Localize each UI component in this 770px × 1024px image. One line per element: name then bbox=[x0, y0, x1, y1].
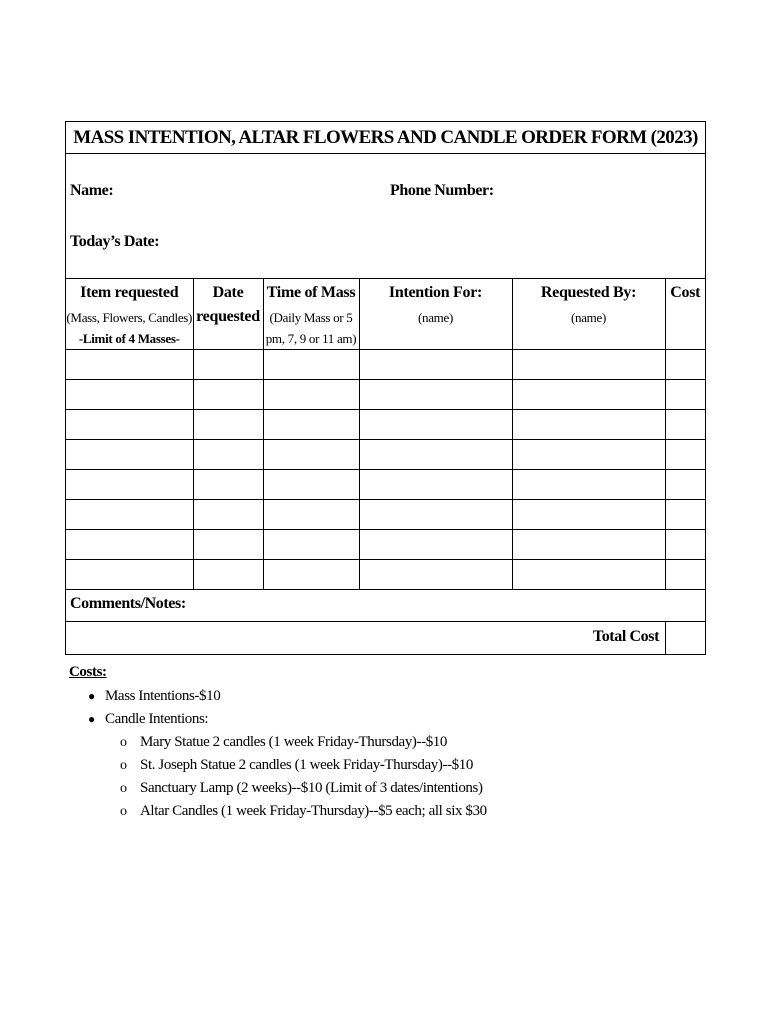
requested-by-cell[interactable] bbox=[512, 440, 665, 470]
cost-cell[interactable] bbox=[665, 410, 705, 440]
requested-by-cell[interactable] bbox=[512, 350, 665, 380]
date-cell[interactable] bbox=[193, 530, 263, 560]
costs-section bbox=[69, 664, 487, 823]
time-cell[interactable] bbox=[263, 500, 359, 530]
time-cell[interactable] bbox=[263, 350, 359, 380]
table-row bbox=[66, 530, 705, 560]
list-item: o Altar Candles (1 week Friday-Thursday)--$5 each; all six $30 bbox=[69, 800, 487, 823]
item-cell[interactable] bbox=[66, 440, 193, 470]
header-intention-for: Intention For: (name) bbox=[359, 279, 512, 350]
costs-list bbox=[69, 685, 487, 823]
item-cell[interactable] bbox=[66, 530, 193, 560]
item-cell[interactable] bbox=[66, 560, 193, 590]
date-cell[interactable] bbox=[193, 410, 263, 440]
table-row bbox=[66, 380, 705, 410]
list-item: ● Candle Intentions: bbox=[69, 708, 487, 731]
order-table bbox=[66, 279, 705, 590]
time-cell[interactable] bbox=[263, 410, 359, 440]
form-title: MASS INTENTION, ALTAR FLOWERS AND CANDLE ORDER FORM (2023) bbox=[66, 122, 705, 154]
header-time-of-mass: Time of Mass (Daily Mass or 5 pm, 7, 9 or 11 am) bbox=[263, 279, 359, 350]
contact-section bbox=[66, 154, 705, 279]
time-cell[interactable] bbox=[263, 380, 359, 410]
requested-by-cell[interactable] bbox=[512, 470, 665, 500]
list-item: ● Mass Intentions-$10 bbox=[69, 685, 487, 708]
table-row bbox=[66, 560, 705, 590]
requested-by-cell[interactable] bbox=[512, 560, 665, 590]
item-cell[interactable] bbox=[66, 470, 193, 500]
bullet-icon: ● bbox=[88, 689, 95, 703]
time-cell[interactable] bbox=[263, 470, 359, 500]
cost-cell[interactable] bbox=[665, 380, 705, 410]
time-cell[interactable] bbox=[263, 530, 359, 560]
table-row bbox=[66, 440, 705, 470]
header-cost: Cost bbox=[665, 279, 705, 350]
intention-cell[interactable] bbox=[359, 560, 512, 590]
date-cell[interactable] bbox=[193, 380, 263, 410]
date-cell[interactable] bbox=[193, 350, 263, 380]
list-item: o St. Joseph Statue 2 candles (1 week Friday-Thursday)--$10 bbox=[69, 754, 487, 777]
cost-cell[interactable] bbox=[665, 470, 705, 500]
item-cell[interactable] bbox=[66, 500, 193, 530]
circle-bullet-icon: o bbox=[120, 758, 127, 773]
requested-by-cell[interactable] bbox=[512, 410, 665, 440]
cost-cell[interactable] bbox=[665, 440, 705, 470]
comments-notes[interactable] bbox=[66, 590, 705, 622]
phone-label: Phone Number: bbox=[390, 182, 494, 199]
header-requested-by: Requested By: (name) bbox=[512, 279, 665, 350]
item-cell[interactable] bbox=[66, 410, 193, 440]
name-label: Name: bbox=[70, 182, 114, 199]
item-cell[interactable] bbox=[66, 380, 193, 410]
circle-bullet-icon: o bbox=[120, 804, 127, 819]
cost-cell[interactable] bbox=[665, 500, 705, 530]
total-cost-label: Total Cost bbox=[592, 628, 659, 645]
intention-cell[interactable] bbox=[359, 500, 512, 530]
header-date-requested: Date requested bbox=[193, 279, 263, 350]
intention-cell[interactable] bbox=[359, 410, 512, 440]
bullet-icon: ● bbox=[88, 712, 95, 726]
time-cell[interactable] bbox=[263, 560, 359, 590]
list-item: o Mary Statue 2 candles (1 week Friday-Thursday)--$10 bbox=[69, 731, 487, 754]
table-row bbox=[66, 350, 705, 380]
circle-bullet-icon: o bbox=[120, 735, 127, 750]
cost-cell[interactable] bbox=[665, 560, 705, 590]
table-row bbox=[66, 500, 705, 530]
order-rows bbox=[66, 350, 705, 590]
total-cost-field[interactable] bbox=[665, 622, 705, 654]
requested-by-cell[interactable] bbox=[512, 500, 665, 530]
circle-bullet-icon: o bbox=[120, 781, 127, 796]
cost-cell[interactable] bbox=[665, 530, 705, 560]
intention-cell[interactable] bbox=[359, 470, 512, 500]
date-label: Today’s Date: bbox=[70, 233, 160, 250]
costs-heading: Costs: bbox=[69, 664, 107, 680]
comments-label: Comments/Notes: bbox=[70, 595, 186, 612]
intention-cell[interactable] bbox=[359, 380, 512, 410]
date-cell[interactable] bbox=[193, 500, 263, 530]
table-row bbox=[66, 410, 705, 440]
total-cost-row bbox=[66, 622, 705, 654]
table-row bbox=[66, 470, 705, 500]
list-item: o Sanctuary Lamp (2 weeks)--$10 (Limit of 3 dates/intentions) bbox=[69, 777, 487, 800]
intention-cell[interactable] bbox=[359, 530, 512, 560]
header-item-requested: Item requested (Mass, Flowers, Candles) -Limit of 4 Masses- bbox=[66, 279, 193, 350]
intention-cell[interactable] bbox=[359, 350, 512, 380]
date-cell[interactable] bbox=[193, 560, 263, 590]
intention-cell[interactable] bbox=[359, 440, 512, 470]
time-cell[interactable] bbox=[263, 440, 359, 470]
cost-cell[interactable] bbox=[665, 350, 705, 380]
date-cell[interactable] bbox=[193, 470, 263, 500]
requested-by-cell[interactable] bbox=[512, 380, 665, 410]
item-cell[interactable] bbox=[66, 350, 193, 380]
order-form bbox=[65, 121, 706, 655]
requested-by-cell[interactable] bbox=[512, 530, 665, 560]
date-cell[interactable] bbox=[193, 440, 263, 470]
